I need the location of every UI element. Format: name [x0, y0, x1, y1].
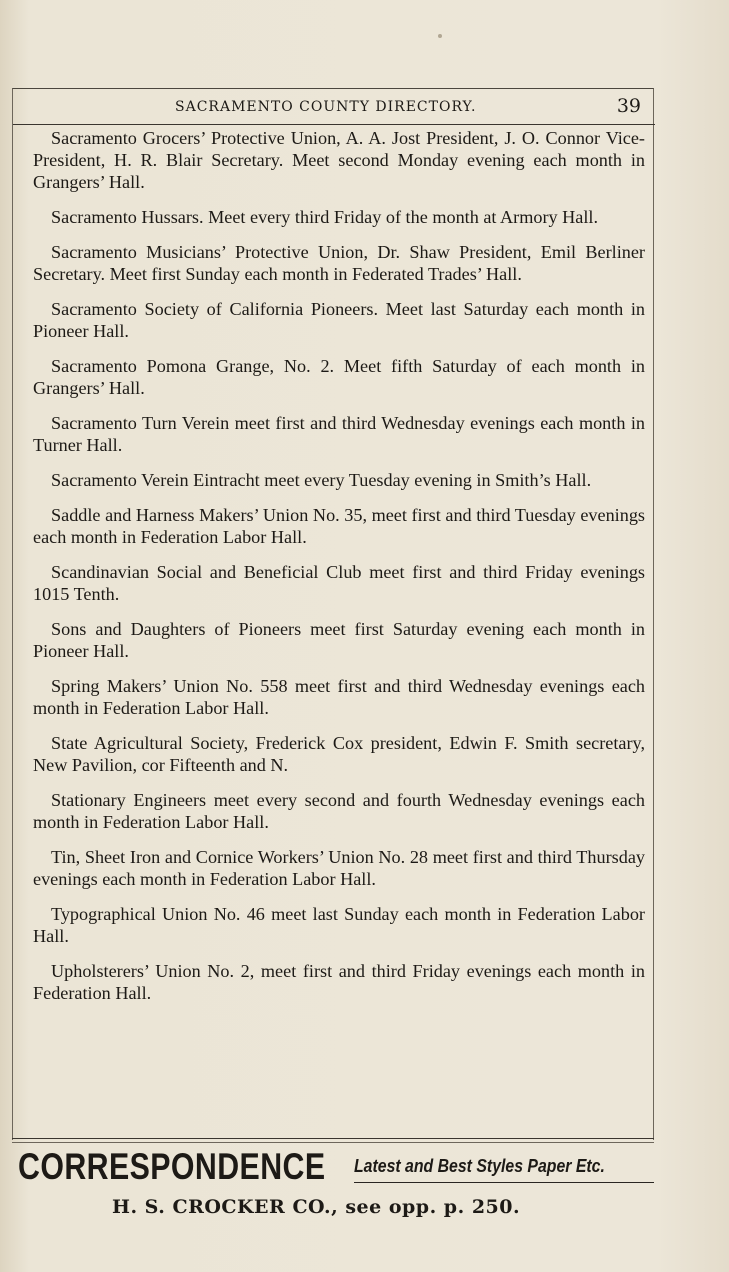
directory-entry: State Agricultural Society, Frederick Cox president, Edwin F. Smith secretary, New Pavilion, cor Fifteenth and N. — [33, 733, 645, 775]
header-title: SACRAMENTO COUNTY DIRECTORY. — [175, 99, 477, 115]
directory-entries — [33, 127, 645, 1017]
ad-headline: CORRESPONDENCE — [18, 1146, 326, 1187]
directory-entry: Sacramento Society of California Pioneers. Meet last Saturday each month in Pioneer Hall. — [33, 299, 645, 341]
directory-entry: Stationary Engineers meet every second and fourth Wednesday evenings each month in Federation Labor Hall. — [33, 790, 645, 832]
ad-tagline: Latest and Best Styles Paper Etc. — [354, 1156, 605, 1176]
advertisement-banner — [18, 1146, 658, 1190]
directory-entry: Sacramento Musicians’ Protective Union, Dr. Shaw President, Emil Berliner Secretary. Meet first Sunday each month in Federated Trades’ Hall. — [33, 242, 645, 284]
directory-entry: Spring Makers’ Union No. 558 meet first and third Wednesday evenings each month in Federation Labor Hall. — [33, 676, 645, 718]
ad-tagline-underline — [354, 1182, 654, 1183]
directory-entry: Typographical Union No. 46 meet last Sunday each month in Federation Labor Hall. — [33, 904, 645, 946]
advertiser-line: H. S. CROCKER CO., see opp. p. 250. — [112, 1196, 521, 1218]
paper-blemish — [438, 34, 442, 38]
directory-entry: Sons and Daughters of Pioneers meet first Saturday evening each month in Pioneer Hall. — [33, 619, 645, 661]
running-header — [13, 89, 655, 125]
directory-entry: Sacramento Pomona Grange, No. 2. Meet fifth Saturday of each month in Grangers’ Hall. — [33, 356, 645, 398]
directory-entry: Scandinavian Social and Beneficial Club meet first and third Friday evenings 1015 Tenth. — [33, 562, 645, 604]
directory-entry: Saddle and Harness Makers’ Union No. 35, meet first and third Tuesday evenings each month in Federation Labor Hall. — [33, 505, 645, 547]
page-number: 39 — [616, 95, 641, 117]
directory-entry: Sacramento Hussars. Meet every third Friday of the month at Armory Hall. — [51, 207, 599, 227]
directory-entry: Sacramento Verein Eintracht meet every Tuesday evening in Smith’s Hall. — [51, 470, 592, 490]
directory-entry: Sacramento Grocers’ Protective Union, A. A. Jost President, J. O. Connor Vice-President, H. R. Blair Secretary. Meet second Monday evening each month in Grangers’ Hall. — [33, 128, 645, 192]
directory-entry: Tin, Sheet Iron and Cornice Workers’ Union No. 28 meet first and third Thursday evenings each month in Federation Labor Hall. — [33, 847, 645, 889]
bottom-rule-thin — [12, 1142, 654, 1143]
directory-entry: Upholsterers’ Union No. 2, meet first and third Friday evenings each month in Federation Hall. — [33, 961, 645, 1003]
page-frame — [12, 88, 654, 1140]
directory-entry: Sacramento Turn Verein meet first and third Wednesday evenings each month in Turner Hall. — [33, 413, 645, 455]
bottom-rule — [12, 1138, 654, 1139]
